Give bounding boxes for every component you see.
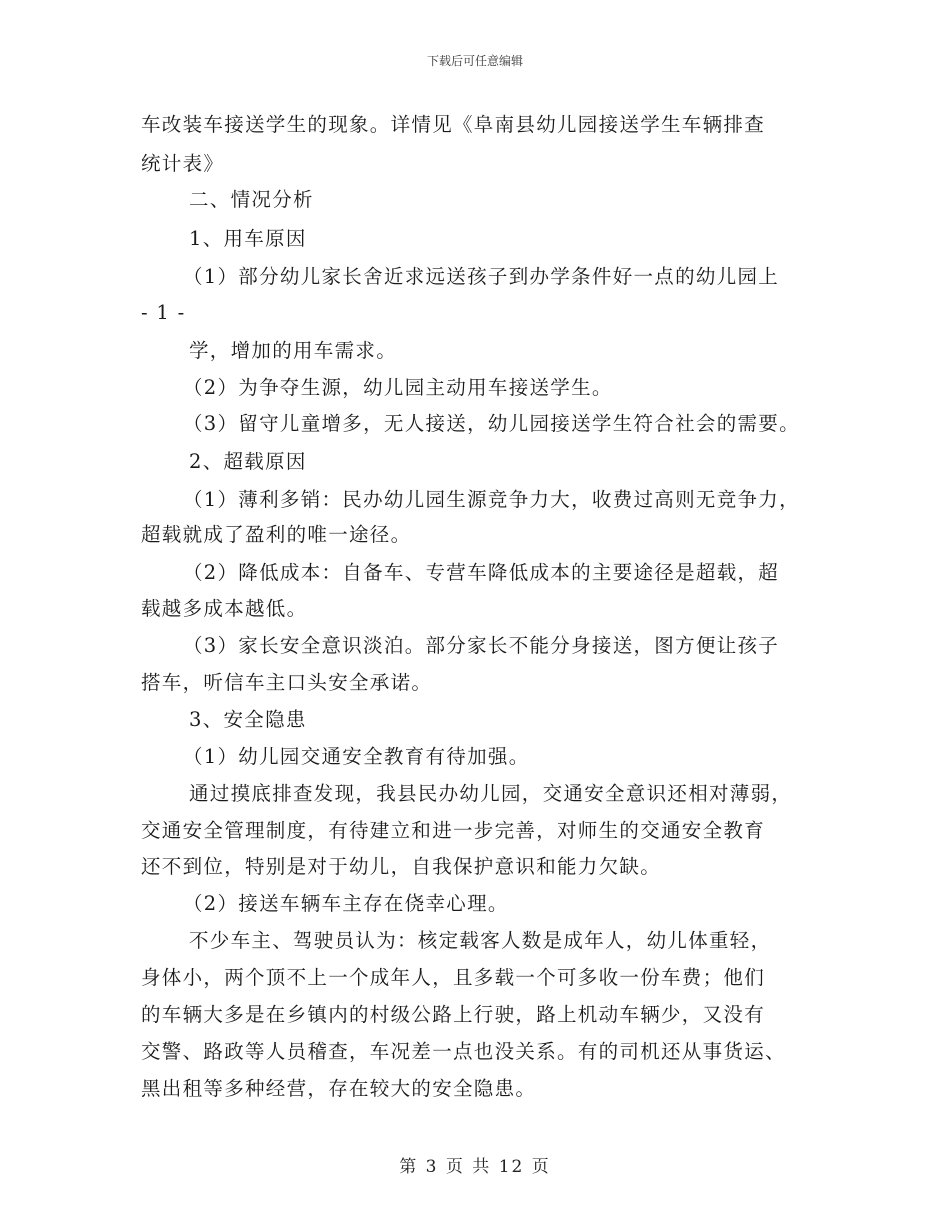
text-line: 还不到位，特别是对于幼儿，自我保护意识和能力欠缺。 <box>141 855 662 878</box>
text-line: （3）家长安全意识淡泊。部分家长不能分身接送，图方便让孩子 <box>183 634 780 657</box>
text-line: （1）薄利多销：民办幼儿园生源竞争力大，收费过高则无竞争力， <box>183 488 800 511</box>
text-line: 不少车主、驾驶员认为：核定载客人数是成年人，幼儿体重轻， <box>189 929 772 952</box>
subsection-heading: 3、安全隐患 <box>189 708 307 731</box>
text-line: （3）留守儿童增多，无人接送，幼儿园接送学生符合社会的需要。 <box>183 412 800 435</box>
text-line: （1）部分幼儿家长舍近求远送孩子到办学条件好一点的幼儿园上 <box>183 265 780 288</box>
text-line: 黑出租等多种经营，存在较大的安全隐患。 <box>141 1077 537 1100</box>
text-line: 统计表》 <box>141 152 225 175</box>
text-line: （2）降低成本：自备车、专营车降低成本的主要途径是超载，超 <box>183 561 780 584</box>
subsection-heading: 2、超载原因 <box>189 450 307 473</box>
text-line: 超载就成了盈利的唯一途径。 <box>141 523 412 546</box>
page-header: 下载后可任意编辑 <box>426 54 523 68</box>
text-line: 学，增加的用车需求。 <box>189 339 398 362</box>
text-line: （2）为争夺生源，幼儿园主动用车接送学生。 <box>183 376 613 399</box>
text-line: 载越多成本越低。 <box>141 597 308 620</box>
text-line: 通过摸底排查发现，我县民办幼儿园，交通安全意识还相对薄弱， <box>189 782 793 805</box>
page-number-footer: 第 3 页 共 12 页 <box>399 1157 551 1177</box>
subsection-heading: 1、用车原因 <box>189 227 307 250</box>
page-marker: - 1 - <box>141 301 186 324</box>
text-line: 身体小，两个顶不上一个成年人，且多载一个可多收一份车费；他们 <box>141 966 766 989</box>
section-heading: 二、情况分析 <box>189 188 314 211</box>
text-line: 的车辆大多是在乡镇内的村级公路上行驶，路上机动车辆少，又没有 <box>141 1003 766 1026</box>
text-line: 交警、路政等人员稽查，车况差一点也没关系。有的司机还从事货运、 <box>141 1040 786 1063</box>
text-line: 交通安全管理制度，有待建立和进一步完善，对师生的交通安全教育 <box>141 819 766 842</box>
text-line: 搭车，听信车主口头安全承诺。 <box>141 671 433 694</box>
text-line: 车改装车接送学生的现象。详情见《阜南县幼儿园接送学生车辆排查 <box>141 113 766 136</box>
text-line: （2）接送车辆车主存在侥幸心理。 <box>183 892 509 915</box>
text-line: （1）幼儿园交通安全教育有待加强。 <box>183 745 530 768</box>
